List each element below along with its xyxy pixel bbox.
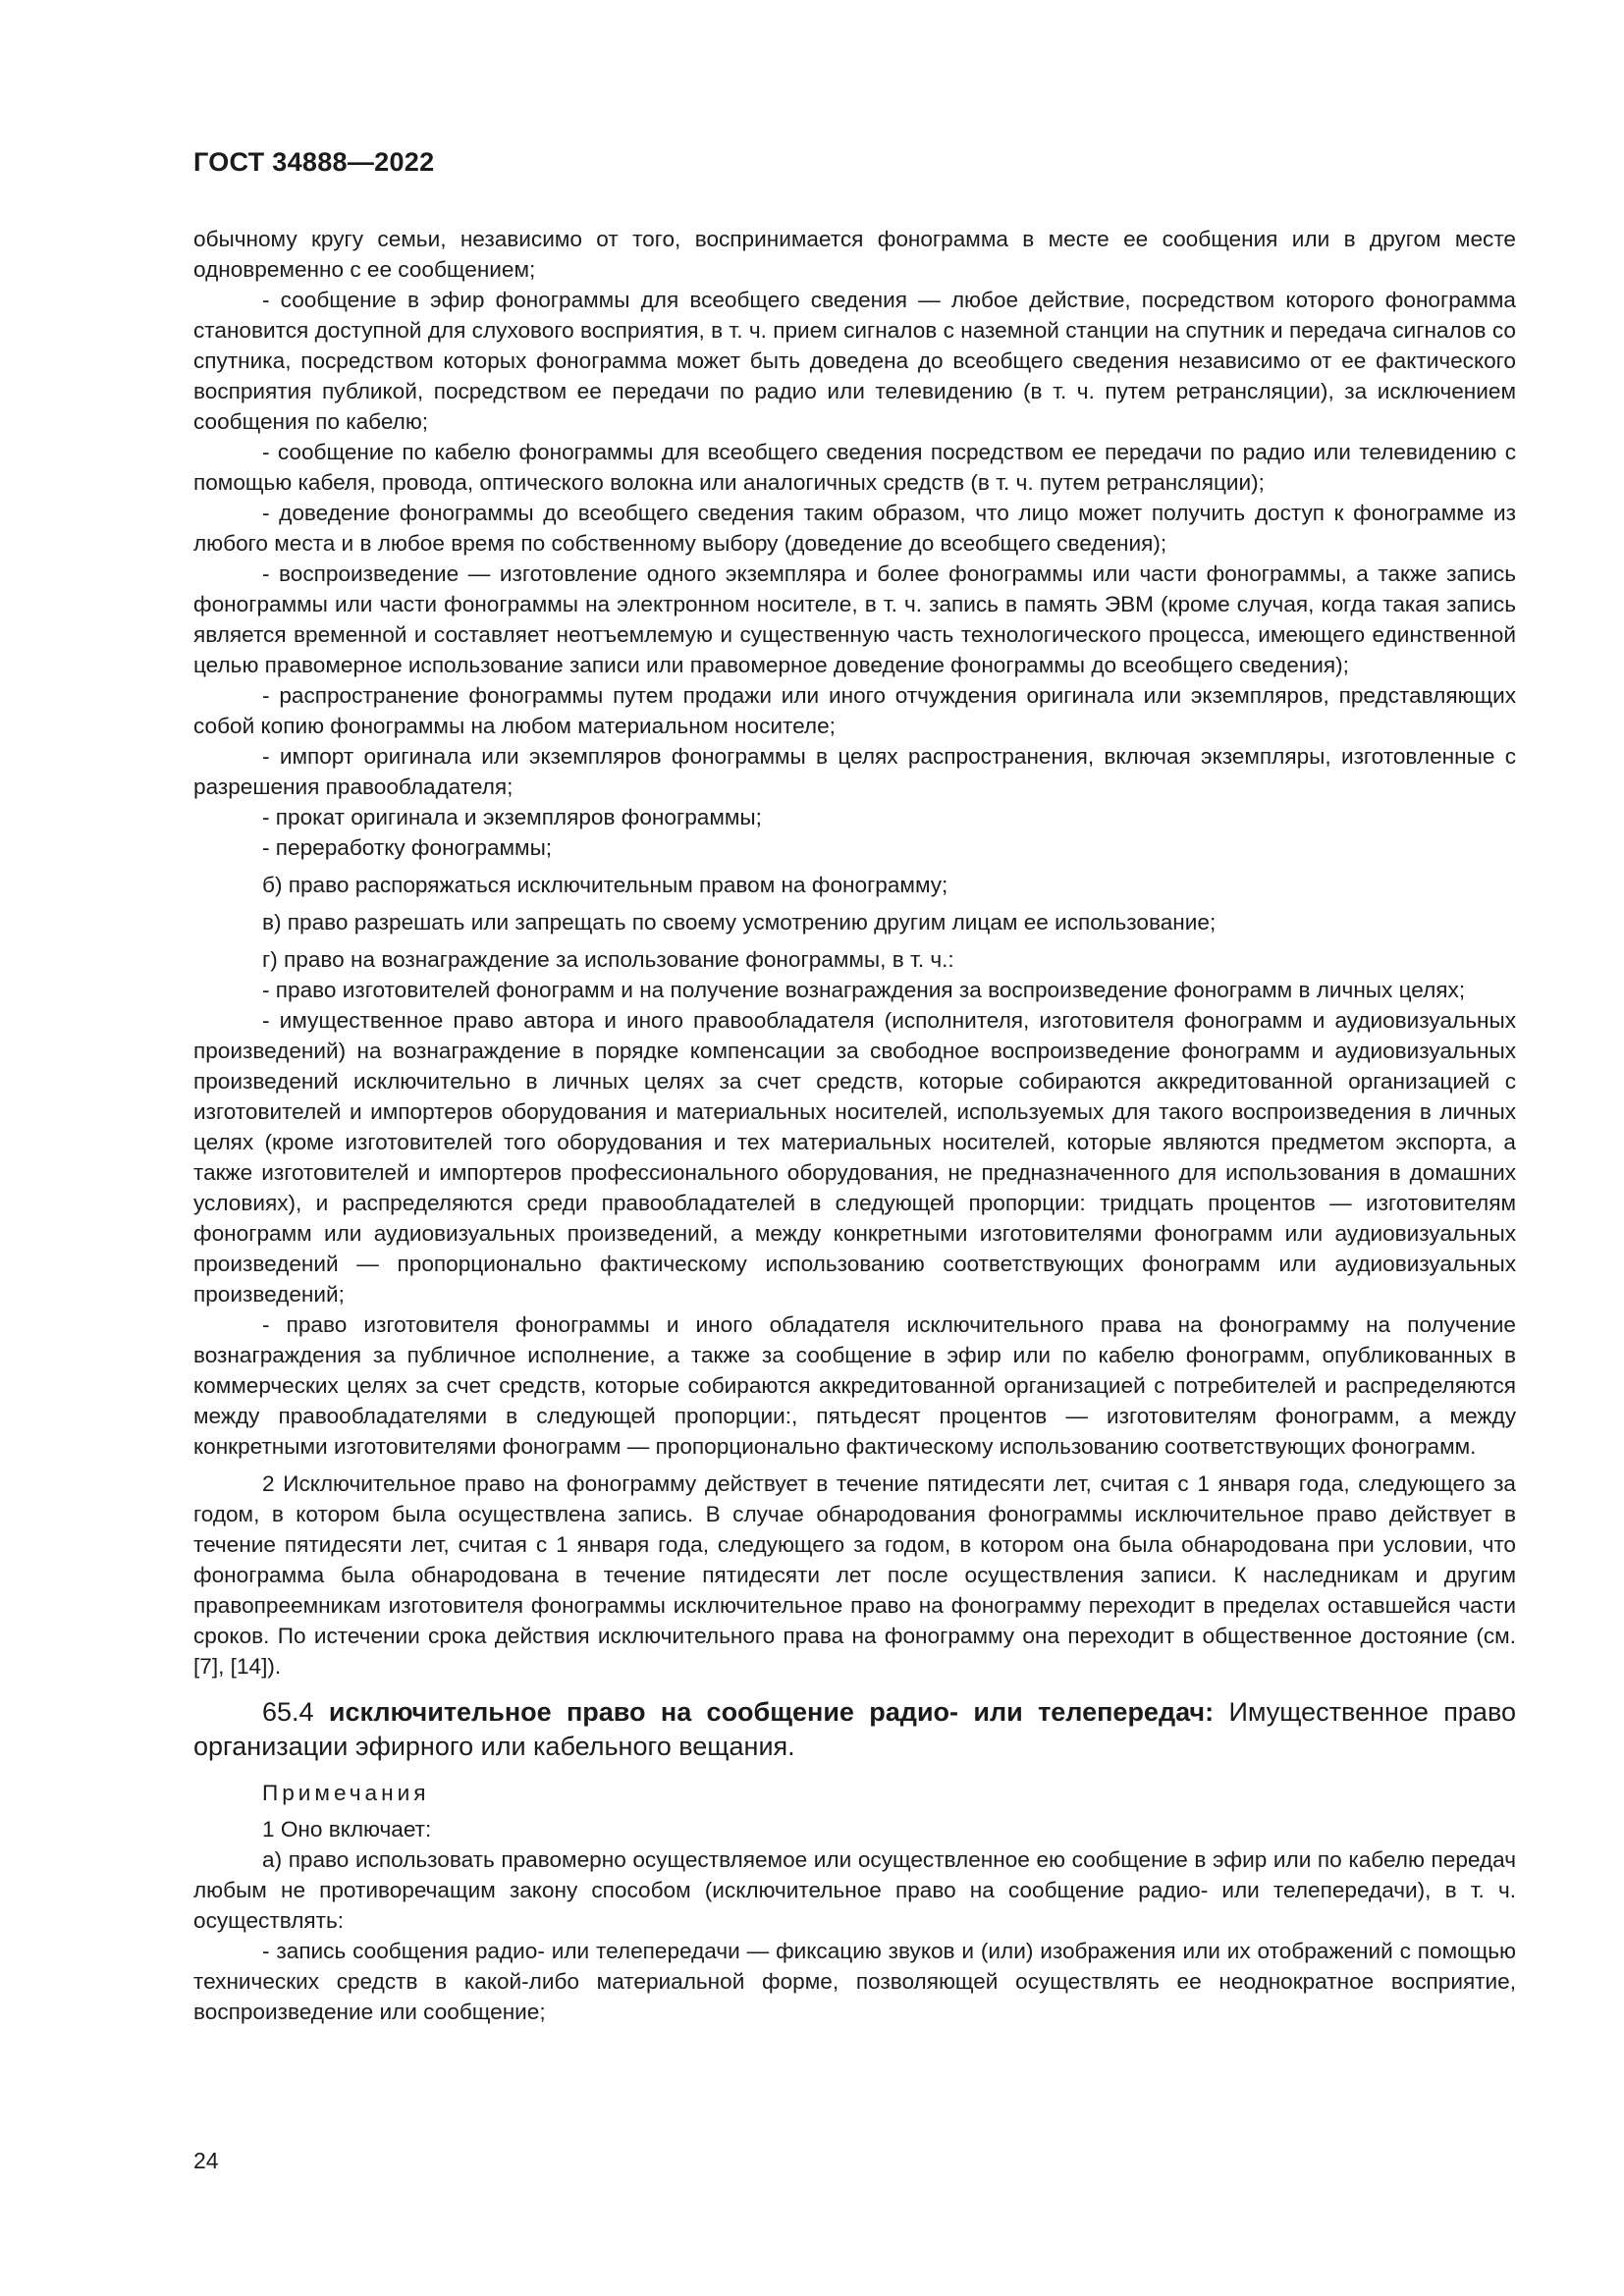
list-item: - имущественное право автора и иного правообладателя (исполнителя, изготовителя фонограмм и аудиовизуальных произведений) на вознаграждение в порядке компенсации за свободное воспроизведение фонограмм и аудиовизуальных произведений исключительно в личных целях за счет средств, которые собираются аккредитованной организацией с изготовителей и импортеров оборудования и материальных носителей, используемых для такого воспроизведения в личных целях (кроме изготовителей того оборудования и тех материальных носителей, которые являются предметом экспорта, а также изготовителей и импортеров профессионального оборудования, не предназначенного для использования в домашних условиях), и распределяются среди правообладателей в следующей пропорции: тридцать процентов — изготовителям фонограмм или аудиовизуальных произведений, а между конкретными изготовителями фонограмм или аудиовизуальных произведений — пропорционально фактическому использованию соответствующих фонограмм или аудиовизуальных произведений; [193,1008,1516,1307]
list-item: - сообщение по кабелю фонограммы для всеобщего сведения посредством ее передачи по радио или телевидению с помощью кабеля, провода, оптического волокна или аналогичных средств (в т. ч. путем ретрансляции); [193,440,1516,495]
list-item: - распространение фонограммы путем продажи или иного отчуждения оригинала или экземпляров, представляющих собой копию фонограммы на любом материальном носителе; [193,683,1516,738]
list-item: - воспроизведение — изготовление одного экземпляра и более фонограммы или части фонограммы, а также запись фонограммы или части фонограммы на электронном носителе, в т. ч. запись в память ЭВМ (кроме случая, когда такая запись является временной и составляет неотъемлемую и существенную часть технологического процесса, имеющего единственной целью правомерное использование записи или правомерное доведение фонограммы до всеобщего сведения); [193,561,1516,677]
term-definition [193,1695,1516,1764]
paragraph: 2 Исключительное право на фонограмму действует в течение пятидесяти лет, считая с 1 января года, следующего за годом, в котором была осуществлена запись. В случае обнародования фонограммы исключительное право действует в течение пятидесяти лет, считая с 1 января года, следующего за годом, в котором она была обнародована при условии, что фонограмма была обнародована в течение пятидесяти лет после осуществления записи. К наследникам и другим правопреемникам изготовителя фонограммы исключительное право на фонограмму переходит в пределах оставшейся части сроков. По истечении срока действия исключительного права на фонограмму она переходит в общественное достояние (см. [7], [14]). [193,1471,1516,1679]
list-item: - импорт оригинала или экземпляров фонограммы в целях распространения, включая экземпляры, изготовленные с разрешения правообладателя; [193,744,1516,799]
paragraph: обычному кругу семьи, независимо от того, воспринимается фонограмма в месте ее сообщения или в другом месте одновременно с ее сообщением; [193,227,1516,282]
list-item: - переработку фонограммы; [262,835,553,860]
document-header-title: ГОСТ 34888—2022 [193,147,435,177]
list-item: - доведение фонограммы до всеобщего сведения таким образом, что лицо может получить доступ к фонограмме из любого места и в любое время по собственному выбору (доведение до всеобщего сведения); [193,501,1516,556]
note-item: - запись сообщения радио- или телепередачи — фиксацию звуков и (или) изображения или их отображений с помощью технических средств в какой-либо материальной форме, позволяющей осуществлять ее неоднократное восприятие, воспроизведение или сообщение; [193,1939,1516,2024]
term-title: исключительное право на сообщение радио- или телепередач: [328,1697,1215,1727]
note-item: а) право использовать правомерно осуществляемое или осуществленное ею сообщение в эфир или по кабелю передач любым не противоречащим закону способом (исключительное право на сообщение радио- или телепередачи), в т. ч. осуществлять: [193,1847,1516,1933]
notes-heading: Примечания [262,1781,430,1805]
list-item: - прокат оригинала и экземпляров фонограммы; [262,805,762,829]
list-item: б) право распоряжаться исключительным правом на фонограмму; [262,873,948,897]
note-item: 1 Оно включает: [262,1817,432,1842]
list-item: в) право разрешать или запрещать по своему усмотрению другим лицам ее использование; [262,910,1217,934]
term-number: 65.4 [262,1697,314,1727]
list-item: - право изготовителя фонограммы и иного обладателя исключительного права на фонограмму на получение вознаграждения за публичное исполнение, а также за сообщение в эфир или по кабелю фонограмм, опубликованных в коммерческих целях за счет средств, которые собираются аккредитованной организацией с потребителей и распределяются между правообладателями в следующей пропорции:, пятьдесят процентов — изготовителям фонограмм, а между конкретными изготовителями фонограмм — пропорционально фактическому использованию соответствующих фонограмм. [193,1312,1516,1459]
page-number: 24 [193,2148,219,2173]
list-item: - сообщение в эфир фонограммы для всеобщего сведения — любое действие, посредством которого фонограмма становится доступной для слухового восприятия, в т. ч. прием сигналов с наземной станции на спутник и передача сигналов со спутника, посредством которых фонограмма может быть доведена до всеобщего сведения независимо от ее фактического восприятия публикой, посредством ее передачи по радио или телевидению (в т. ч. путем ретрансляции), за исключением сообщения по кабелю; [193,288,1516,434]
list-item: - право изготовителей фонограмм и на получение вознаграждения за воспроизведение фонограмм в личных целях; [262,978,1466,1002]
document-body [193,224,1516,2027]
list-item: г) право на вознаграждение за использование фонограммы, в т. ч.: [262,947,954,972]
term-text: Имущественное право организации эфирного или кабельного вещания. [193,1697,1516,1761]
